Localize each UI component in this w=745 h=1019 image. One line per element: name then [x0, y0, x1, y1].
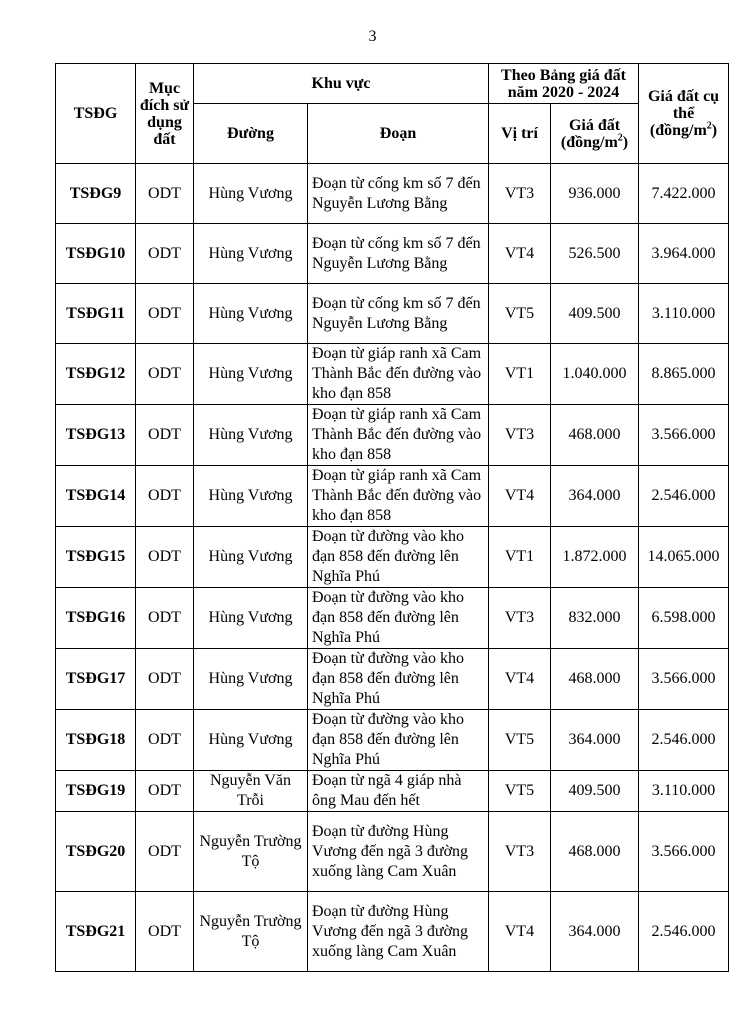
row-code: TSĐG17 [56, 649, 136, 710]
row-position: VT3 [489, 164, 551, 224]
row-code: TSĐG20 [56, 812, 136, 892]
row-land-price: 468.000 [551, 649, 639, 710]
row-street: Hùng Vương [194, 164, 308, 224]
row-purpose: ODT [136, 588, 194, 649]
row-land-price: 526.500 [551, 224, 639, 284]
table-row [56, 649, 729, 710]
row-position: VT5 [489, 710, 551, 771]
table-row [56, 466, 729, 527]
row-specific-price: 3.110.000 [639, 284, 729, 344]
row-purpose: ODT [136, 405, 194, 466]
row-segment: Đoạn từ đường Hùng Vương đến ngã 3 đường xuống làng Cam Xuân [308, 812, 489, 892]
header-land-price [551, 104, 639, 164]
row-purpose: ODT [136, 224, 194, 284]
row-position: VT1 [489, 527, 551, 588]
row-street: Hùng Vương [194, 649, 308, 710]
header-specific-price-end: ) [711, 122, 718, 139]
row-street: Hùng Vương [194, 224, 308, 284]
table-row [56, 284, 729, 344]
table-row [56, 344, 729, 405]
header-segment: Đoạn [308, 104, 489, 164]
table-row [56, 588, 729, 649]
row-purpose: ODT [136, 812, 194, 892]
row-position: VT5 [489, 284, 551, 344]
row-specific-price: 3.964.000 [639, 224, 729, 284]
row-segment: Đoạn từ ngã 4 giáp nhà ông Mau đến hết [308, 771, 489, 812]
row-purpose: ODT [136, 466, 194, 527]
row-purpose: ODT [136, 527, 194, 588]
header-specific-price-text: Giá đất cụ thể (đồng/m [647, 88, 720, 139]
row-segment: Đoạn từ cống km số 7 đến Nguyễn Lương Bằng [308, 284, 489, 344]
row-land-price: 364.000 [551, 466, 639, 527]
row-land-price: 1.872.000 [551, 527, 639, 588]
row-segment: Đoạn từ đường vào kho đạn 858 đến đường lên Nghĩa Phú [308, 649, 489, 710]
header-land-price-text: Giá đất (đồng/m [560, 116, 621, 151]
row-specific-price: 3.566.000 [639, 812, 729, 892]
row-position: VT3 [489, 812, 551, 892]
row-land-price: 468.000 [551, 812, 639, 892]
header-price-table: Theo Bảng giá đất năm 2020 - 2024 [489, 64, 639, 104]
row-land-price: 936.000 [551, 164, 639, 224]
row-land-price: 409.500 [551, 771, 639, 812]
row-land-price: 409.500 [551, 284, 639, 344]
table-row [56, 224, 729, 284]
row-land-price: 364.000 [551, 892, 639, 972]
table-row [56, 710, 729, 771]
row-segment: Đoạn từ giáp ranh xã Cam Thành Bắc đến đường vào kho đạn 858 [308, 466, 489, 527]
row-specific-price: 6.598.000 [639, 588, 729, 649]
row-segment: Đoạn từ đường vào kho đạn 858 đến đường lên Nghĩa Phú [308, 527, 489, 588]
row-position: VT4 [489, 224, 551, 284]
row-land-price: 468.000 [551, 405, 639, 466]
row-segment: Đoạn từ đường vào kho đạn 858 đến đường lên Nghĩa Phú [308, 710, 489, 771]
row-specific-price: 14.065.000 [639, 527, 729, 588]
row-street: Hùng Vương [194, 710, 308, 771]
row-specific-price: 2.546.000 [639, 892, 729, 972]
row-land-price: 364.000 [551, 710, 639, 771]
row-position: VT5 [489, 771, 551, 812]
header-street: Đường [194, 104, 308, 164]
header-specific-price [639, 64, 729, 164]
row-street: Nguyễn Trường Tộ [194, 892, 308, 972]
row-segment: Đoạn từ giáp ranh xã Cam Thành Bắc đến đường vào kho đạn 858 [308, 405, 489, 466]
table-row [56, 527, 729, 588]
row-specific-price: 2.546.000 [639, 710, 729, 771]
header-purpose: Mục đích sử dụng đất [136, 64, 194, 164]
row-specific-price: 8.865.000 [639, 344, 729, 405]
land-price-table [55, 63, 729, 972]
row-position: VT4 [489, 466, 551, 527]
row-position: VT4 [489, 649, 551, 710]
row-purpose: ODT [136, 771, 194, 812]
row-position: VT3 [489, 588, 551, 649]
row-position: VT4 [489, 892, 551, 972]
header-code: TSĐG [56, 64, 136, 164]
row-code: TSĐG16 [56, 588, 136, 649]
table-row [56, 771, 729, 812]
row-segment: Đoạn từ cống km số 7 đến Nguyễn Lương Bằng [308, 164, 489, 224]
row-code: TSĐG10 [56, 224, 136, 284]
table-row [56, 812, 729, 892]
row-specific-price: 2.546.000 [639, 466, 729, 527]
row-position: VT3 [489, 405, 551, 466]
row-street: Nguyễn Trường Tộ [194, 812, 308, 892]
row-specific-price: 3.110.000 [639, 771, 729, 812]
row-code: TSĐG21 [56, 892, 136, 972]
row-street: Hùng Vương [194, 344, 308, 405]
row-code: TSĐG13 [56, 405, 136, 466]
row-land-price: 1.040.000 [551, 344, 639, 405]
page-number: 3 [368, 28, 377, 45]
row-code: TSĐG15 [56, 527, 136, 588]
row-code: TSĐG9 [56, 164, 136, 224]
row-code: TSĐG12 [56, 344, 136, 405]
header-specific-price-sup: 2 [706, 120, 712, 132]
row-street: Hùng Vương [194, 405, 308, 466]
row-purpose: ODT [136, 344, 194, 405]
row-segment: Đoạn từ đường Hùng Vương đến ngã 3 đường xuống làng Cam Xuân [308, 892, 489, 972]
row-street: Hùng Vương [194, 588, 308, 649]
row-purpose: ODT [136, 649, 194, 710]
row-street: Hùng Vương [194, 527, 308, 588]
header-area: Khu vực [194, 64, 489, 104]
header-land-price-sup: 2 [617, 132, 623, 144]
row-purpose: ODT [136, 284, 194, 344]
row-code: TSĐG18 [56, 710, 136, 771]
row-purpose: ODT [136, 892, 194, 972]
row-street: Nguyễn Văn Trỗi [194, 771, 308, 812]
row-specific-price: 3.566.000 [639, 649, 729, 710]
table-row [56, 164, 729, 224]
row-position: VT1 [489, 344, 551, 405]
row-street: Hùng Vương [194, 466, 308, 527]
row-code: TSĐG14 [56, 466, 136, 527]
row-segment: Đoạn từ giáp ranh xã Cam Thành Bắc đến đường vào kho đạn 858 [308, 344, 489, 405]
row-segment: Đoạn từ cống km số 7 đến Nguyễn Lương Bằng [308, 224, 489, 284]
row-purpose: ODT [136, 164, 194, 224]
row-code: TSĐG11 [56, 284, 136, 344]
row-land-price: 832.000 [551, 588, 639, 649]
table-row [56, 405, 729, 466]
row-specific-price: 7.422.000 [639, 164, 729, 224]
row-segment: Đoạn từ đường vào kho đạn 858 đến đường lên Nghĩa Phú [308, 588, 489, 649]
row-code: TSĐG19 [56, 771, 136, 812]
header-position: Vị trí [489, 104, 551, 164]
table-row [56, 892, 729, 972]
row-street: Hùng Vương [194, 284, 308, 344]
row-specific-price: 3.566.000 [639, 405, 729, 466]
row-purpose: ODT [136, 710, 194, 771]
header-land-price-end: ) [622, 133, 629, 151]
